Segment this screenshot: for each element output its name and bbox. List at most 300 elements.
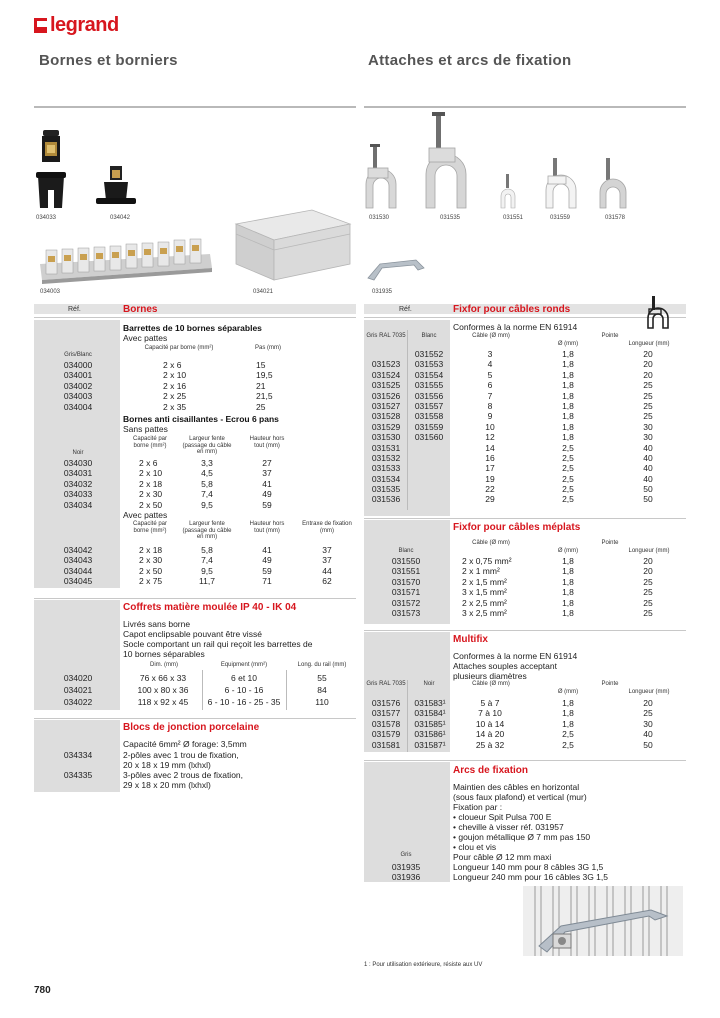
image-label-034033: 034033 bbox=[36, 215, 57, 221]
table-cell: 62 bbox=[322, 576, 332, 587]
arcs-desc-1: Longueur 140 mm pour 8 câbles 3G 1,5 bbox=[453, 862, 604, 872]
table-cell: 37 bbox=[322, 545, 332, 555]
multifix-header-noir: Noir bbox=[423, 681, 435, 687]
anti-header-largeur: Largeur fente (passage du câble en mm) bbox=[182, 436, 232, 455]
table-cell bbox=[409, 494, 449, 504]
table-cell: 2,5 bbox=[562, 452, 574, 463]
clip-image-031578 bbox=[598, 158, 628, 210]
table-cell: 40 bbox=[643, 452, 653, 463]
table-cell: 84 bbox=[317, 685, 327, 695]
table-cell: 1,8 bbox=[562, 587, 574, 598]
table-cell: 031550 bbox=[391, 556, 421, 566]
table-cell bbox=[409, 443, 449, 453]
table-cell: 2 x 0,75 mm² bbox=[462, 556, 512, 566]
table-cell: 034032 bbox=[63, 478, 93, 489]
table-cell: 1,8 bbox=[562, 349, 574, 359]
table-cell: 1,8 bbox=[562, 607, 574, 618]
anti-sans-pattes: Sans pattes bbox=[123, 424, 168, 434]
table-cell: 7,4 bbox=[201, 489, 213, 500]
image-label-034042: 034042 bbox=[110, 215, 131, 221]
table-cell: 034003 bbox=[63, 391, 93, 402]
table-cell: 6 - 10 - 16 - 25 - 35 bbox=[207, 697, 281, 707]
table-cell: 2,5 bbox=[562, 473, 574, 484]
brand-name: legrand bbox=[50, 14, 119, 36]
coffrets-equip-column bbox=[202, 672, 286, 708]
coffrets-separator bbox=[34, 598, 356, 599]
multifix-line-1: Conformes à la norme EN 61914 bbox=[453, 651, 578, 661]
coffrets-line-2: Capot enclipsable pouvant être vissé bbox=[123, 629, 262, 639]
meplats-cable-column bbox=[462, 556, 512, 618]
table-cell: 76 x 66 x 33 bbox=[139, 673, 187, 683]
anti-sans-capacite-column bbox=[139, 458, 162, 510]
anti-sans-hauteur-column bbox=[250, 458, 284, 510]
table-cell: 1,8 bbox=[562, 718, 574, 729]
coffrets-line-1: Livrés sans borne bbox=[123, 619, 191, 629]
table-cell: 031586¹ bbox=[414, 729, 446, 740]
table-cell: 9 bbox=[487, 411, 493, 422]
blocs-item-1-line-1: 2-pôles avec 1 trou de fixation, bbox=[123, 750, 239, 760]
table-cell: 21,5 bbox=[256, 391, 273, 402]
image-label-031535: 031535 bbox=[440, 215, 461, 221]
right-section-title: Attaches et arcs de fixation bbox=[368, 52, 572, 69]
ronds-header-blanc: Blanc bbox=[421, 333, 437, 339]
table-cell: 3 x 2,5 mm² bbox=[462, 607, 507, 618]
table-cell: 1,8 bbox=[562, 400, 574, 411]
meplats-header-long: Longueur (mm) bbox=[628, 548, 670, 554]
table-cell: 2 x 10 bbox=[163, 370, 187, 381]
table-cell: 1,8 bbox=[562, 708, 574, 719]
coffrets-line-4: 10 bornes séparables bbox=[123, 649, 205, 659]
table-cell bbox=[409, 474, 449, 484]
table-cell: 031553 bbox=[414, 359, 444, 370]
table-cell: 2,5 bbox=[562, 463, 574, 474]
table-cell: 7 à 10 bbox=[478, 708, 502, 719]
anti-sans-largeur-column bbox=[190, 458, 224, 510]
table-cell: 2 x 25 bbox=[163, 391, 187, 402]
table-cell: 50 bbox=[643, 739, 653, 750]
table-cell: 034021 bbox=[63, 685, 93, 695]
table-cell: 031527 bbox=[371, 400, 401, 411]
multifix-header-long: Longueur (mm) bbox=[628, 689, 670, 695]
table-cell: 034045 bbox=[63, 576, 93, 587]
table-cell: 5 à 7 bbox=[480, 698, 500, 708]
fixfor-ronds-title: Fixfor pour câbles ronds bbox=[453, 304, 571, 315]
bornes-title: Bornes bbox=[123, 304, 158, 315]
anti-avec-hauteur-column bbox=[250, 545, 284, 587]
table-cell: 25 bbox=[643, 400, 653, 411]
logo-mark-icon bbox=[34, 18, 47, 33]
anti-avec-ref-column bbox=[46, 545, 110, 587]
arcs-line-4: • cloueur Spit Pulsa 700 E bbox=[453, 812, 552, 822]
ronds-blanc-column bbox=[409, 349, 449, 505]
right-separator bbox=[364, 317, 686, 318]
table-cell: 2 x 75 bbox=[139, 576, 163, 587]
table-cell: 20 bbox=[643, 698, 653, 708]
coffrets-header-equip: Equipment (mm²) bbox=[220, 662, 268, 668]
anti-avec-header-entraxe: Entraxe de fixation (mm) bbox=[302, 521, 352, 534]
page-number: 780 bbox=[34, 985, 51, 996]
table-cell: 2,5 bbox=[562, 729, 574, 740]
barrettes-color-group: Gris/Blanc bbox=[64, 352, 92, 358]
table-cell: 2 x 16 bbox=[163, 380, 187, 391]
table-cell: 2,5 bbox=[562, 442, 574, 453]
table-cell: 031572 bbox=[391, 597, 421, 608]
arcs-ref-1: 031935 bbox=[391, 862, 421, 872]
arc-installation-image bbox=[523, 886, 683, 956]
right-rule bbox=[364, 106, 686, 108]
image-label-031935: 031935 bbox=[372, 289, 393, 295]
multifix-gris-column bbox=[366, 698, 406, 750]
table-cell: 031536 bbox=[371, 494, 401, 505]
table-cell: 40 bbox=[643, 463, 653, 474]
table-cell: 2 x 10 bbox=[139, 468, 163, 479]
table-cell: 5,8 bbox=[201, 545, 213, 555]
barrettes-subtitle: Avec pattes bbox=[123, 333, 168, 343]
table-cell: 034030 bbox=[63, 458, 93, 468]
table-cell: 1,8 bbox=[562, 432, 574, 443]
table-cell: 1,8 bbox=[562, 380, 574, 391]
arcs-line-7: • clou et vis bbox=[453, 842, 497, 852]
table-cell: 25 bbox=[643, 607, 653, 618]
table-cell: 25 bbox=[643, 380, 653, 391]
table-cell: 031560 bbox=[414, 432, 444, 443]
anti-sans-ref-column bbox=[46, 458, 110, 510]
table-cell: 1,8 bbox=[562, 411, 574, 422]
meplats-header-blanc: Blanc bbox=[398, 548, 414, 554]
table-cell: 7,4 bbox=[201, 555, 213, 566]
table-cell: 14 à 20 bbox=[475, 729, 505, 740]
table-cell: 40 bbox=[643, 473, 653, 484]
anti-title: Bornes anti cisaillantes - Ecrou 6 pans bbox=[123, 414, 279, 424]
table-cell: 031584¹ bbox=[414, 708, 446, 719]
blocs-item-1-line-2: 20 x 18 x 19 mm (lxhxl) bbox=[123, 760, 211, 770]
table-cell: 2 x 2,5 mm² bbox=[462, 597, 507, 608]
table-cell: 3 x 1,5 mm² bbox=[462, 587, 507, 598]
image-label-031578: 031578 bbox=[605, 215, 626, 221]
table-cell: 034002 bbox=[63, 380, 93, 391]
table-cell: 19 bbox=[485, 473, 495, 484]
blocs-ref-2: 034335 bbox=[63, 770, 93, 780]
table-cell: 031556 bbox=[414, 390, 444, 401]
table-cell: 50 bbox=[643, 494, 653, 505]
table-cell: 110 bbox=[315, 697, 329, 707]
table-cell bbox=[409, 484, 449, 494]
arcs-line-1: Maintien des câbles en horizontal bbox=[453, 782, 580, 792]
image-label-031530: 031530 bbox=[369, 215, 390, 221]
table-cell: 031573 bbox=[391, 607, 421, 618]
table-cell: 034033 bbox=[63, 489, 93, 500]
table-cell: 22 bbox=[485, 484, 495, 495]
table-cell: 034034 bbox=[63, 499, 93, 510]
anti-avec-entraxe-column bbox=[310, 545, 344, 587]
terminal-image-034042 bbox=[96, 164, 136, 208]
table-cell: 031577 bbox=[371, 708, 401, 719]
table-cell: 12 bbox=[485, 432, 495, 443]
arcs-line-8: Pour câble Ø 12 mm maxi bbox=[453, 852, 552, 862]
multifix-noir-column bbox=[409, 698, 451, 750]
table-cell: 2,5 bbox=[562, 739, 574, 750]
ronds-header-pointe: Pointe bbox=[601, 333, 619, 339]
table-cell: 1,8 bbox=[562, 556, 574, 566]
table-cell: 100 x 80 x 36 bbox=[137, 685, 189, 695]
table-cell: 25 bbox=[643, 597, 653, 608]
table-cell: 031579 bbox=[371, 729, 401, 740]
table-cell: 2 x 30 bbox=[139, 555, 163, 566]
meplats-header-pointe: Pointe bbox=[601, 540, 619, 546]
table-cell: 031571 bbox=[391, 587, 421, 598]
blocs-item-2-line-1: 3-pôles avec 2 trous de fixation, bbox=[123, 770, 244, 780]
multifix-cable-column bbox=[466, 698, 514, 750]
table-cell: 20 bbox=[643, 566, 653, 577]
ronds-header-cable: Câble (Ø mm) bbox=[472, 333, 510, 339]
ronds-cable-column bbox=[470, 349, 510, 505]
table-cell: 031558 bbox=[414, 411, 444, 422]
left-ref-header bbox=[34, 304, 356, 314]
table-cell: 031524 bbox=[371, 369, 401, 380]
table-cell: 9,5 bbox=[201, 565, 213, 576]
multifix-long-column bbox=[628, 698, 668, 750]
table-cell: 031532 bbox=[371, 452, 401, 463]
clip-image-031535 bbox=[424, 112, 468, 210]
arcs-ref-2: 031936 bbox=[391, 872, 421, 882]
table-cell: 25 bbox=[643, 708, 653, 719]
barrettes-header-capacite: Capacité par borne (mm²) bbox=[144, 345, 214, 351]
multifix-col-divider bbox=[407, 680, 408, 752]
terminal-strip-image-034003 bbox=[34, 234, 214, 286]
ronds-gris-column bbox=[366, 349, 406, 505]
blocs-separator bbox=[34, 718, 356, 719]
table-cell: 2 x 35 bbox=[163, 401, 187, 412]
table-cell: 034022 bbox=[63, 697, 93, 707]
table-cell: 031570 bbox=[391, 576, 421, 587]
terminal-image-034033 bbox=[36, 128, 66, 210]
blocs-title: Blocs de jonction porcelaine bbox=[123, 722, 260, 733]
multifix-header-cable: Câble (Ø mm) bbox=[472, 681, 510, 687]
table-cell: 3,3 bbox=[201, 458, 213, 468]
image-label-031559: 031559 bbox=[550, 215, 571, 221]
table-cell: 55 bbox=[317, 673, 327, 683]
table-cell: 034000 bbox=[63, 360, 93, 370]
table-cell: 71 bbox=[262, 576, 272, 587]
image-label-031551: 031551 bbox=[503, 215, 524, 221]
arcs-separator bbox=[364, 760, 686, 761]
table-cell: 031576 bbox=[371, 698, 401, 708]
arcs-line-2: (sous faux plafond) et vertical (mur) bbox=[453, 792, 587, 802]
table-cell: 2,5 bbox=[562, 494, 574, 505]
table-cell: 4,5 bbox=[201, 468, 213, 479]
multifix-title: Multifix bbox=[453, 634, 488, 645]
table-cell: 118 x 92 x 45 bbox=[137, 697, 189, 707]
table-cell bbox=[409, 453, 449, 463]
table-cell: 25 bbox=[643, 587, 653, 598]
anti-avec-pattes: Avec pattes bbox=[123, 510, 168, 520]
table-cell: 30 bbox=[643, 421, 653, 432]
footnote: 1 : Pour utilisation extérieure, résiste aux UV bbox=[364, 962, 483, 968]
anti-header-hauteur: Hauteur hors tout (mm) bbox=[249, 436, 285, 449]
table-cell: 20 bbox=[643, 359, 653, 370]
table-cell: 1,8 bbox=[562, 566, 574, 577]
table-cell: 031554 bbox=[414, 369, 444, 380]
table-cell: 034001 bbox=[63, 370, 93, 381]
multifix-header-pointe: Pointe bbox=[601, 681, 619, 687]
table-cell: 1,8 bbox=[562, 359, 574, 370]
table-cell: 40 bbox=[643, 729, 653, 740]
table-cell: 2 x 30 bbox=[139, 489, 163, 500]
coffrets-dim-column bbox=[124, 672, 202, 708]
table-cell: 7 bbox=[487, 390, 493, 401]
coffrets-line-3: Socle comportant un rail qui reçoit les barrettes de bbox=[123, 639, 313, 649]
table-cell: 2 x 50 bbox=[139, 565, 163, 576]
meplats-separator bbox=[364, 518, 686, 519]
table-cell: 031583¹ bbox=[414, 698, 446, 708]
table-cell: 5 bbox=[487, 369, 493, 380]
table-cell: 14 bbox=[485, 442, 495, 453]
fixfor-ronds-norme: Conformes à la norme EN 61914 bbox=[453, 322, 578, 332]
table-cell: 27 bbox=[262, 458, 272, 468]
table-cell: 29 bbox=[485, 494, 495, 505]
table-cell: 031529 bbox=[371, 421, 401, 432]
multifix-header-gris: Gris RAL 7035 bbox=[366, 681, 406, 687]
table-cell: 034043 bbox=[63, 555, 93, 566]
image-label-034003: 034003 bbox=[40, 289, 61, 295]
table-cell: 031533 bbox=[371, 463, 401, 474]
arcs-desc-2: Longueur 240 mm pour 16 câbles 3G 1,5 bbox=[453, 872, 608, 882]
arcs-color-group: Gris bbox=[400, 852, 412, 858]
table-cell: 2 x 50 bbox=[139, 499, 163, 510]
table-cell: 034031 bbox=[63, 468, 93, 479]
table-cell: 031557 bbox=[414, 400, 444, 411]
barrettes-ref-column bbox=[46, 360, 110, 412]
multifix-line-3: plusieurs diamètres bbox=[453, 671, 527, 681]
blocs-ref-1: 034334 bbox=[63, 750, 93, 760]
table-cell: 20 bbox=[643, 349, 653, 359]
table-cell: 2 x 1 mm² bbox=[462, 566, 500, 577]
table-cell: 031535 bbox=[371, 484, 401, 495]
table-cell: 031578 bbox=[371, 718, 401, 729]
table-cell: 031531 bbox=[371, 442, 401, 453]
table-cell: 034004 bbox=[63, 401, 93, 412]
clip-image-031551 bbox=[500, 174, 516, 210]
box-image-034021 bbox=[230, 206, 354, 284]
table-cell: 6 bbox=[487, 380, 493, 391]
clip-image-031559 bbox=[544, 158, 578, 210]
table-cell: 031526 bbox=[371, 390, 401, 401]
coffrets-ref-column bbox=[46, 672, 110, 708]
table-cell: 49 bbox=[262, 489, 272, 500]
anti-color-group: Noir bbox=[72, 450, 84, 456]
arc-image-031935 bbox=[366, 254, 428, 284]
left-rule bbox=[34, 106, 356, 108]
table-cell: 1,8 bbox=[562, 421, 574, 432]
table-cell: 20 bbox=[643, 556, 653, 566]
table-cell: 1,8 bbox=[562, 698, 574, 708]
left-separator bbox=[34, 317, 356, 318]
table-cell: 50 bbox=[643, 484, 653, 495]
table-cell: 5,8 bbox=[201, 478, 213, 489]
multifix-line-2: Attaches souples acceptant bbox=[453, 661, 557, 671]
left-section-title: Bornes et borniers bbox=[39, 52, 178, 69]
table-cell: 4 bbox=[487, 359, 493, 370]
multifix-header-diam: Ø (mm) bbox=[557, 689, 579, 695]
table-cell: 2 x 18 bbox=[139, 545, 163, 555]
table-cell: 6 et 10 bbox=[231, 673, 257, 683]
table-cell: 25 bbox=[643, 576, 653, 587]
table-cell: 40 bbox=[643, 442, 653, 453]
ronds-header-diam: Ø (mm) bbox=[557, 341, 579, 347]
table-cell: 031587¹ bbox=[414, 739, 446, 750]
ronds-diam-column bbox=[548, 349, 588, 505]
table-cell: 16 bbox=[485, 452, 495, 463]
right-ref-label: Réf. bbox=[399, 306, 412, 313]
arcs-line-5: • cheville à visser réf. 031957 bbox=[453, 822, 564, 832]
coffrets-header-dim: Dim. (mm) bbox=[150, 662, 178, 668]
table-cell: 10 bbox=[485, 421, 495, 432]
table-cell: 031534 bbox=[371, 473, 401, 484]
blocs-intro: Capacité 6mm² Ø forage: 3,5mm bbox=[123, 739, 247, 749]
table-cell: 2,5 bbox=[562, 484, 574, 495]
table-cell: 59 bbox=[262, 565, 272, 576]
multifix-diam-column bbox=[548, 698, 588, 750]
table-cell: 30 bbox=[643, 718, 653, 729]
left-ref-label: Réf. bbox=[68, 306, 81, 313]
table-cell: 1,8 bbox=[562, 390, 574, 401]
ronds-col-divider bbox=[407, 330, 408, 510]
table-cell: 41 bbox=[262, 478, 272, 489]
table-cell: 1,8 bbox=[562, 576, 574, 587]
coffrets-header-long: Long. du rail (mm) bbox=[297, 662, 347, 668]
table-cell: 19,5 bbox=[256, 370, 273, 381]
meplats-header-cable: Câble (Ø mm) bbox=[472, 540, 510, 546]
brand-logo bbox=[34, 14, 119, 37]
anti-header-capacite: Capacité par borne (mm²) bbox=[132, 436, 168, 449]
anti-avec-largeur-column bbox=[190, 545, 224, 587]
table-cell: 031585¹ bbox=[414, 718, 446, 729]
table-cell: 25 bbox=[643, 390, 653, 401]
table-cell: 2 x 6 bbox=[139, 458, 158, 468]
arcs-title: Arcs de fixation bbox=[453, 765, 529, 776]
anti-avec-header-capacite: Capacité par borne (mm²) bbox=[132, 521, 168, 534]
table-cell: 031555 bbox=[414, 380, 444, 391]
barrettes-title: Barrettes de 10 bornes séparables bbox=[123, 323, 262, 333]
anti-avec-capacite-column bbox=[139, 545, 162, 587]
table-cell: 41 bbox=[262, 545, 272, 555]
fixfor-clip-icon bbox=[646, 296, 672, 330]
table-cell: 25 bbox=[256, 401, 266, 412]
meplats-header-diam: Ø (mm) bbox=[557, 548, 579, 554]
table-cell: 3 bbox=[487, 349, 493, 359]
table-cell: 49 bbox=[262, 555, 272, 566]
ronds-header-long: Longueur (mm) bbox=[628, 341, 670, 347]
table-cell: 6 - 10 - 16 bbox=[224, 685, 264, 695]
barrettes-capacite-column bbox=[163, 360, 186, 412]
ronds-long-column bbox=[628, 349, 668, 505]
coffrets-title: Coffrets matière moulée IP 40 - IK 04 bbox=[123, 602, 297, 613]
table-cell: 031528 bbox=[371, 411, 401, 422]
table-cell: 30 bbox=[643, 432, 653, 443]
table-cell: 2 x 1,5 mm² bbox=[462, 576, 507, 587]
table-cell: 031525 bbox=[371, 380, 401, 391]
table-cell: 10 à 14 bbox=[475, 718, 505, 729]
ronds-header-gris: Gris RAL 7035 bbox=[366, 333, 406, 339]
table-cell: 25 à 32 bbox=[475, 739, 505, 750]
table-cell: 37 bbox=[322, 555, 332, 566]
image-label-034021: 034021 bbox=[253, 289, 274, 295]
table-cell: 25 bbox=[643, 411, 653, 422]
table-cell: 20 bbox=[643, 369, 653, 380]
table-cell: 031581 bbox=[371, 739, 401, 750]
arcs-line-6: • goujon métallique Ø 7 mm pas 150 bbox=[453, 832, 591, 842]
table-cell: 59 bbox=[262, 499, 272, 510]
